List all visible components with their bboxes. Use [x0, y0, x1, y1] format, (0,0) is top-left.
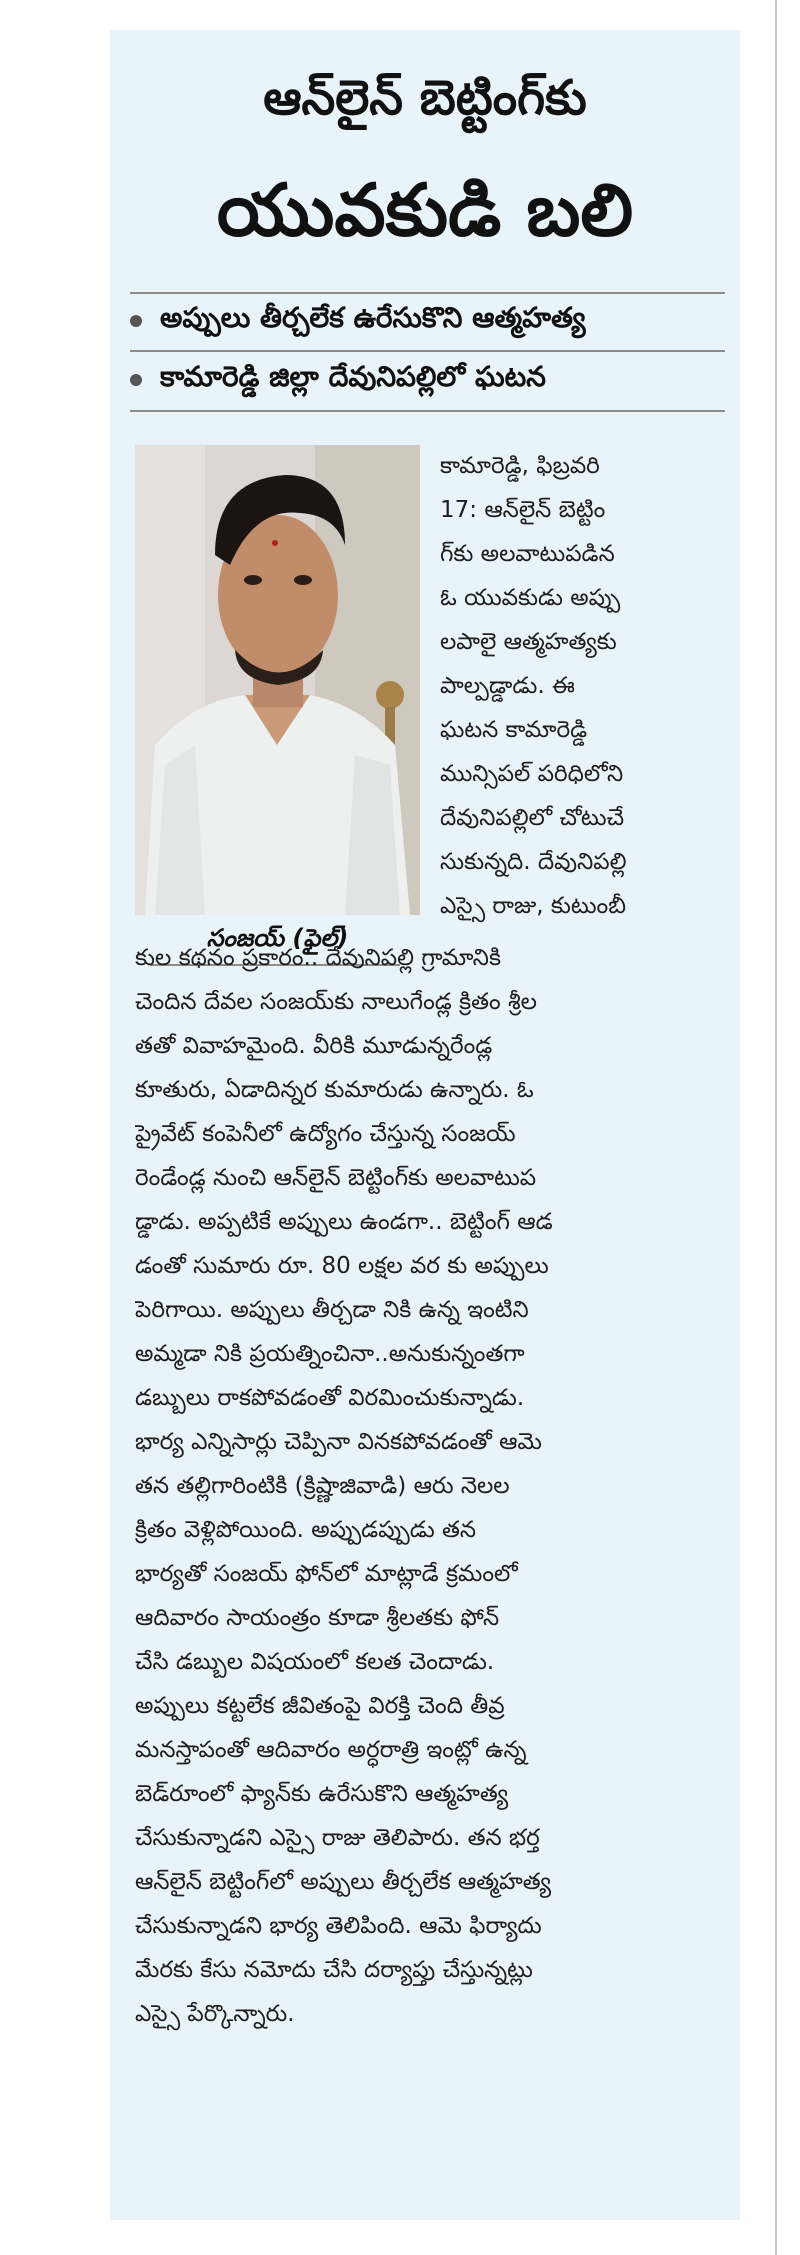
- subhead-divider-bottom: [130, 410, 725, 412]
- subhead-bullet-1: [130, 295, 730, 347]
- news-article: [110, 30, 740, 2220]
- body-line: ఎస్సై పేర్కొన్నారు.: [135, 2001, 295, 2027]
- subhead-bullet-2: [130, 354, 730, 406]
- photo-caption: సంజయ్ (ఫైల్): [206, 924, 349, 952]
- person-photo: [135, 445, 420, 915]
- body-line: మేరకు కేసు నమోదు చేసి దర్యాప్తు చేస్తున్నట్లు: [135, 1957, 533, 1983]
- body-line: తన తల్లిగారింటికి (క్రిష్ణాజివాడి) ఆరు నెలల: [135, 1473, 510, 1499]
- body-line: ఎస్సై రాజు, కుటుంబీ: [440, 893, 626, 919]
- body-line: కూతురు, ఏడాదిన్నర కుమారుడు ఉన్నారు. ఓ: [135, 1077, 534, 1103]
- body-line: ఓ యువకుడు అప్పు: [440, 585, 621, 611]
- body-line: 17: ఆన్‌లైన్ బెట్టిం: [440, 497, 606, 523]
- body-line: క్రితం వెళ్లిపోయింది. అప్పుడప్పుడు తన: [135, 1517, 477, 1543]
- body-line: అప్పులు కట్టలేక జీవితంపై విరక్తి చెంది తీవ్ర: [135, 1693, 505, 1719]
- body-line: పెరిగాయి. అప్పులు తీర్చడా నికి ఉన్న ఇంటిని: [135, 1297, 529, 1323]
- body-line: చెందిన దేవల సంజయ్‌కు నాలుగేండ్ల క్రితం శ్రీల: [135, 989, 537, 1015]
- body-line: ఆన్‌లైన్ బెట్టింగ్‌లో అప్పులు తీర్చలేక ఆత్మహత్య: [135, 1869, 552, 1895]
- page-edge-rule: [775, 0, 777, 2255]
- body-line: ఘటన కామారెడ్డి: [440, 717, 588, 743]
- body-line: కామారెడ్డి, ఫిబ్రవరి: [440, 453, 600, 479]
- body-line: చేసి డబ్బుల విషయంలో కలత చెందాడు.: [135, 1649, 495, 1675]
- body-line: డబ్బులు రాకపోవడంతో విరమించుకున్నాడు.: [135, 1385, 525, 1411]
- bullet-dot-icon: [130, 374, 142, 386]
- body-line: భార్య ఎన్నిసార్లు చెప్పినా వినకపోవడంతో ఆమె: [135, 1429, 542, 1455]
- subhead-divider-top: [130, 292, 725, 294]
- body-line: డంతో సుమారు రూ. 80 లక్షల వర కు అప్పులు: [135, 1253, 549, 1279]
- body-line: అమ్మడా నికి ప్రయత్నించినా..అనుకున్నంతగా: [135, 1341, 525, 1367]
- body-line: భార్యతో సంజయ్ ఫోన్‌లో మాట్లాడే క్రమంలో: [135, 1561, 518, 1587]
- body-line: లపాలై ఆత్మహత్యకు: [440, 629, 617, 655]
- body-line: మనస్తాపంతో ఆదివారం అర్ధరాత్రి ఇంట్లో ఉన్న: [135, 1737, 527, 1763]
- body-line: పాల్పడ్డాడు. ఈ: [440, 673, 575, 699]
- body-line: తతో వివాహమైంది. వీరికి మూడున్నరేండ్ల: [135, 1033, 493, 1059]
- body-line: రెండేండ్ల నుంచి ఆన్‌లైన్ బెట్టింగ్‌కు అలవాటుప: [135, 1165, 537, 1191]
- body-line: గ్‌కు అలవాటుపడిన: [440, 541, 615, 567]
- body-line: ప్రైవేట్ కంపెనీలో ఉద్యోగం చేస్తున్న సంజయ్: [135, 1121, 516, 1147]
- body-line: బెడ్‌రూంలో ఫ్యాన్‌కు ఉరేసుకొని ఆత్మహత్య: [135, 1781, 509, 1807]
- headline-main: యువకుడి బలి: [216, 168, 634, 252]
- body-line: చేసుకున్నాడని భార్య తెలిపింది. ఆమె ఫిర్యాదు: [135, 1913, 542, 1939]
- subhead-divider-middle: [130, 350, 725, 352]
- body-line: సుకున్నది. దేవునిపల్లి: [440, 849, 627, 875]
- body-line: డ్డాడు. అప్పటికే అప్పులు ఉండగా.. బెట్టింగ్ ఆడ: [135, 1209, 553, 1235]
- body-line: ఆదివారం సాయంత్రం కూడా శ్రీలతకు ఫోన్: [135, 1605, 500, 1631]
- subhead-text-2: కామారెడ్డి జిల్లా దేవునిపల్లిలో ఘటన: [160, 360, 546, 393]
- body-line: చేసుకున్నాడని ఎస్సై రాజు తెలిపారు. తన భర్త: [135, 1825, 540, 1851]
- body-line: కుల కథనం ప్రకారం.. దేవునిపల్లి గ్రామానికి: [135, 945, 501, 971]
- headline-kicker: ఆన్‌లైన్ బెట్టింగ్‌కు: [263, 70, 587, 126]
- body-line: దేవునిపల్లిలో చోటుచే: [440, 805, 625, 831]
- body-line: మున్సిపల్ పరిధిలోని: [440, 761, 624, 787]
- bullet-dot-icon: [130, 315, 142, 327]
- subhead-text-1: అప్పులు తీర్చలేక ఉరేసుకొని ఆత్మహత్య: [160, 301, 586, 334]
